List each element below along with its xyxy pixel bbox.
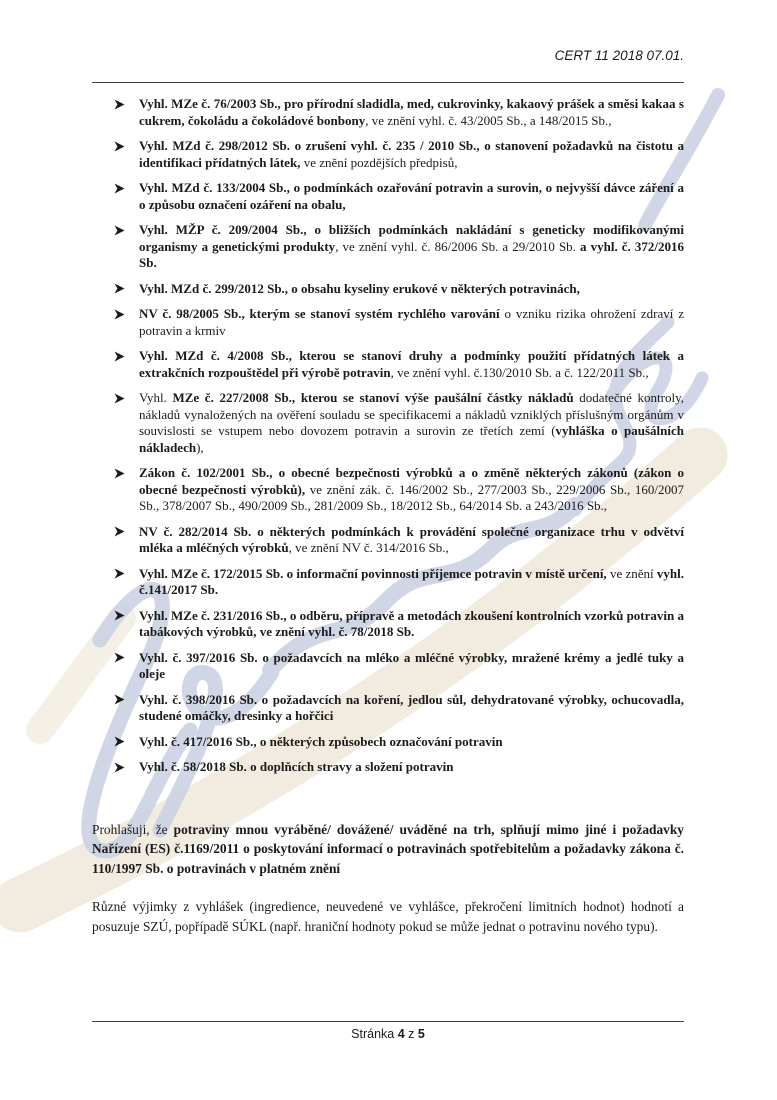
regulation-item <box>92 759 684 776</box>
doc-code: CERT 11 2018 07.01. <box>554 48 684 63</box>
text-segment: Vyhl. <box>139 390 173 405</box>
regulation-item <box>92 348 684 381</box>
text-segment: 4 <box>397 1027 405 1041</box>
arrow-bullet-icon <box>114 610 125 621</box>
text-segment: NV č. 98/2005 Sb., kterým se stanoví systém rychlého varování <box>139 306 500 321</box>
regulation-item <box>92 650 684 683</box>
text-segment: Zákon č. 102/2001 Sb., o obecné bezpečnosti výrobků a o změně některých zákonů (zákon o obecné bezpečnosti výrobků), <box>139 465 684 497</box>
text-segment: Vyhl. č. 58/2018 Sb. o doplňcích stravy a složení potravin <box>139 759 454 774</box>
arrow-bullet-icon <box>114 351 125 362</box>
regulation-item <box>92 465 684 515</box>
page-footer <box>92 1021 684 1041</box>
arrow-bullet-icon <box>114 393 125 404</box>
regulation-list <box>92 96 684 776</box>
header-rule <box>92 82 684 83</box>
arrow-bullet-icon <box>114 526 125 537</box>
text-segment: potraviny mnou vyráběné/ dovážené/ uváděné na trh, splňují mimo jiné i požadavky Nařízení (ES) č.1169/2011 o poskytování informací o potravinách spotřebitelům a požadavky zákona č. 110/1997 Sb. o potravinách v platném znění <box>92 821 684 876</box>
text-segment: z <box>404 1027 418 1041</box>
text-segment: NV č. 282/2014 Sb. o některých podmínkách k provádění společné organizace trhu v odvětví mléka a mléčných výrobků <box>139 523 684 555</box>
text-segment: Vyhl. č. 398/2016 Sb. o požadavcích na koření, jedlou sůl, dehydratované výrobky, ochucovadla, studené omáčky, dresinky a hořčici <box>139 691 684 723</box>
paragraph <box>92 820 684 879</box>
text-segment: , ve znění vyhl. č.130/2010 Sb. a č. 122/2011 Sb., <box>390 364 649 380</box>
arrow-bullet-icon <box>114 736 125 747</box>
text-segment: vyhl. č.141/2017 Sb. <box>139 565 684 597</box>
regulation-item <box>92 734 684 751</box>
arrow-bullet-icon <box>114 694 125 705</box>
text-segment: MZe č. 227/2008 Sb., kterou se stanoví výše paušální částky nákladů <box>172 390 574 405</box>
text-segment: o vzniku rizika ohrožení zdraví z potravin a krmiv <box>139 306 684 338</box>
regulation-item <box>92 222 684 272</box>
regulation-item <box>92 96 684 129</box>
regulation-item <box>92 180 684 213</box>
text-segment: Vyhl. č. 417/2016 Sb., o některých způsobech označování potravin <box>139 733 503 749</box>
text-segment: Vyhl. MZe č. 76/2003 Sb., pro přírodní sladidla, med, cukrovinky, kakaový prášek a směsi kakaa s cukrem, čokoládu a čokoládové bonbony <box>139 96 684 128</box>
arrow-bullet-icon <box>114 568 125 579</box>
regulation-item <box>92 566 684 599</box>
regulation-item <box>92 306 684 339</box>
text-segment: Prohlašuji, že <box>92 821 174 837</box>
text-segment: ve znění zák. č. 146/2002 Sb., 277/2003 Sb., 229/2006 Sb., 160/2007 Sb., 378/2007 Sb., 490/2009 Sb., 281/2009 Sb., 18/2012 Sb., 64/2014 Sb. a 243/2016 Sb., <box>139 481 684 513</box>
arrow-bullet-icon <box>114 468 125 479</box>
paragraph <box>92 897 684 936</box>
declaration-paragraphs <box>92 820 684 937</box>
arrow-bullet-icon <box>114 183 125 194</box>
text-segment: Vyhl. MZd č. 299/2012 Sb., o obsahu kyseliny erukové v některých potravinách, <box>139 280 580 296</box>
regulation-item <box>92 524 684 557</box>
page-number <box>92 1022 684 1041</box>
text-segment: Vyhl. MZe č. 172/2015 Sb. o informační povinnosti příjemce potravin v místě určení, <box>139 565 607 581</box>
arrow-bullet-icon <box>114 652 125 663</box>
text-segment: ve znění <box>606 565 657 581</box>
arrow-bullet-icon <box>114 141 125 152</box>
text-segment: , ve znění vyhl. č. 43/2005 Sb., a 148/2015 Sb., <box>365 112 612 128</box>
arrow-bullet-icon <box>114 99 125 110</box>
arrow-bullet-icon <box>114 762 125 773</box>
text-segment: Vyhl. MZd č. 298/2012 Sb. o zrušení vyhl. č. 235 / 2010 Sb., o stanovení požadavků na čistotu a identifikaci přídatných látek, <box>139 138 684 170</box>
regulation-item <box>92 390 684 456</box>
text-segment: ), <box>196 439 204 455</box>
text-segment: , ve znění vyhl. č. 86/2006 Sb. a 29/2010 Sb. <box>335 238 581 254</box>
text-segment: Vyhl. MŽP č. 209/2004 Sb., o bližších podmínkách nakládání s geneticky modifikovanými organismy a genetickými produkty <box>139 222 684 254</box>
text-segment: Vyhl. č. 397/2016 Sb. o požadavcích na mléko a mléčné výrobky, mražené krémy a jedlé tuky a oleje <box>139 649 684 681</box>
regulation-item <box>92 281 684 298</box>
text-segment: Vyhl. MZd č. 133/2004 Sb., o podmínkách ozařování potravin a surovin, o nejvyšší dávce záření a o způsobu označení ozáření na obalu, <box>139 180 684 212</box>
text-segment: Různé výjimky z vyhlášek (ingredience, neuvedené ve vyhlášce, překročení limitních hodnot) hodnotí a posuzuje SZÚ, popřípadě SÚKL (např. hraniční hodnoty pokud se může jednat o potravinu nového typu). <box>92 899 684 934</box>
page-header <box>92 48 684 64</box>
text-segment: ve znění pozdějších předpisů, <box>300 154 458 170</box>
text-segment: 5 <box>417 1027 425 1041</box>
text-segment: Stránka <box>351 1027 398 1041</box>
regulation-item <box>92 608 684 641</box>
text-segment: vyhláška o paušálních nákladech <box>139 423 685 455</box>
arrow-bullet-icon <box>114 283 125 294</box>
regulation-item <box>92 138 684 171</box>
arrow-bullet-icon <box>114 225 125 236</box>
arrow-bullet-icon <box>114 309 125 320</box>
text-segment: dodatečné kontroly, nákladů vynaložených na ověření souladu se specifikacemi a nákladů vzniklých příslušným orgánům v souvislosti se vstupem nebo dovozem potravin a surovin ze třetích zemí ( <box>139 390 684 438</box>
text-segment: Vyhl. MZe č. 231/2016 Sb., o odběru, přípravě a metodách zkoušení kontrolních vzorků potravin a tabákových výrobků, ve znění vyhl. č. 78/2018 Sb. <box>139 607 684 639</box>
text-segment: a vyhl. č. 372/2016 Sb. <box>139 238 684 270</box>
text-segment: Vyhl. MZd č. 4/2008 Sb., kterou se stanoví druhy a podmínky použití přídatných látek a extrakčních rozpouštědel při výrobě potravin <box>139 348 684 380</box>
regulation-item <box>92 692 684 725</box>
text-segment: , ve znění NV č. 314/2016 Sb., <box>288 540 449 555</box>
